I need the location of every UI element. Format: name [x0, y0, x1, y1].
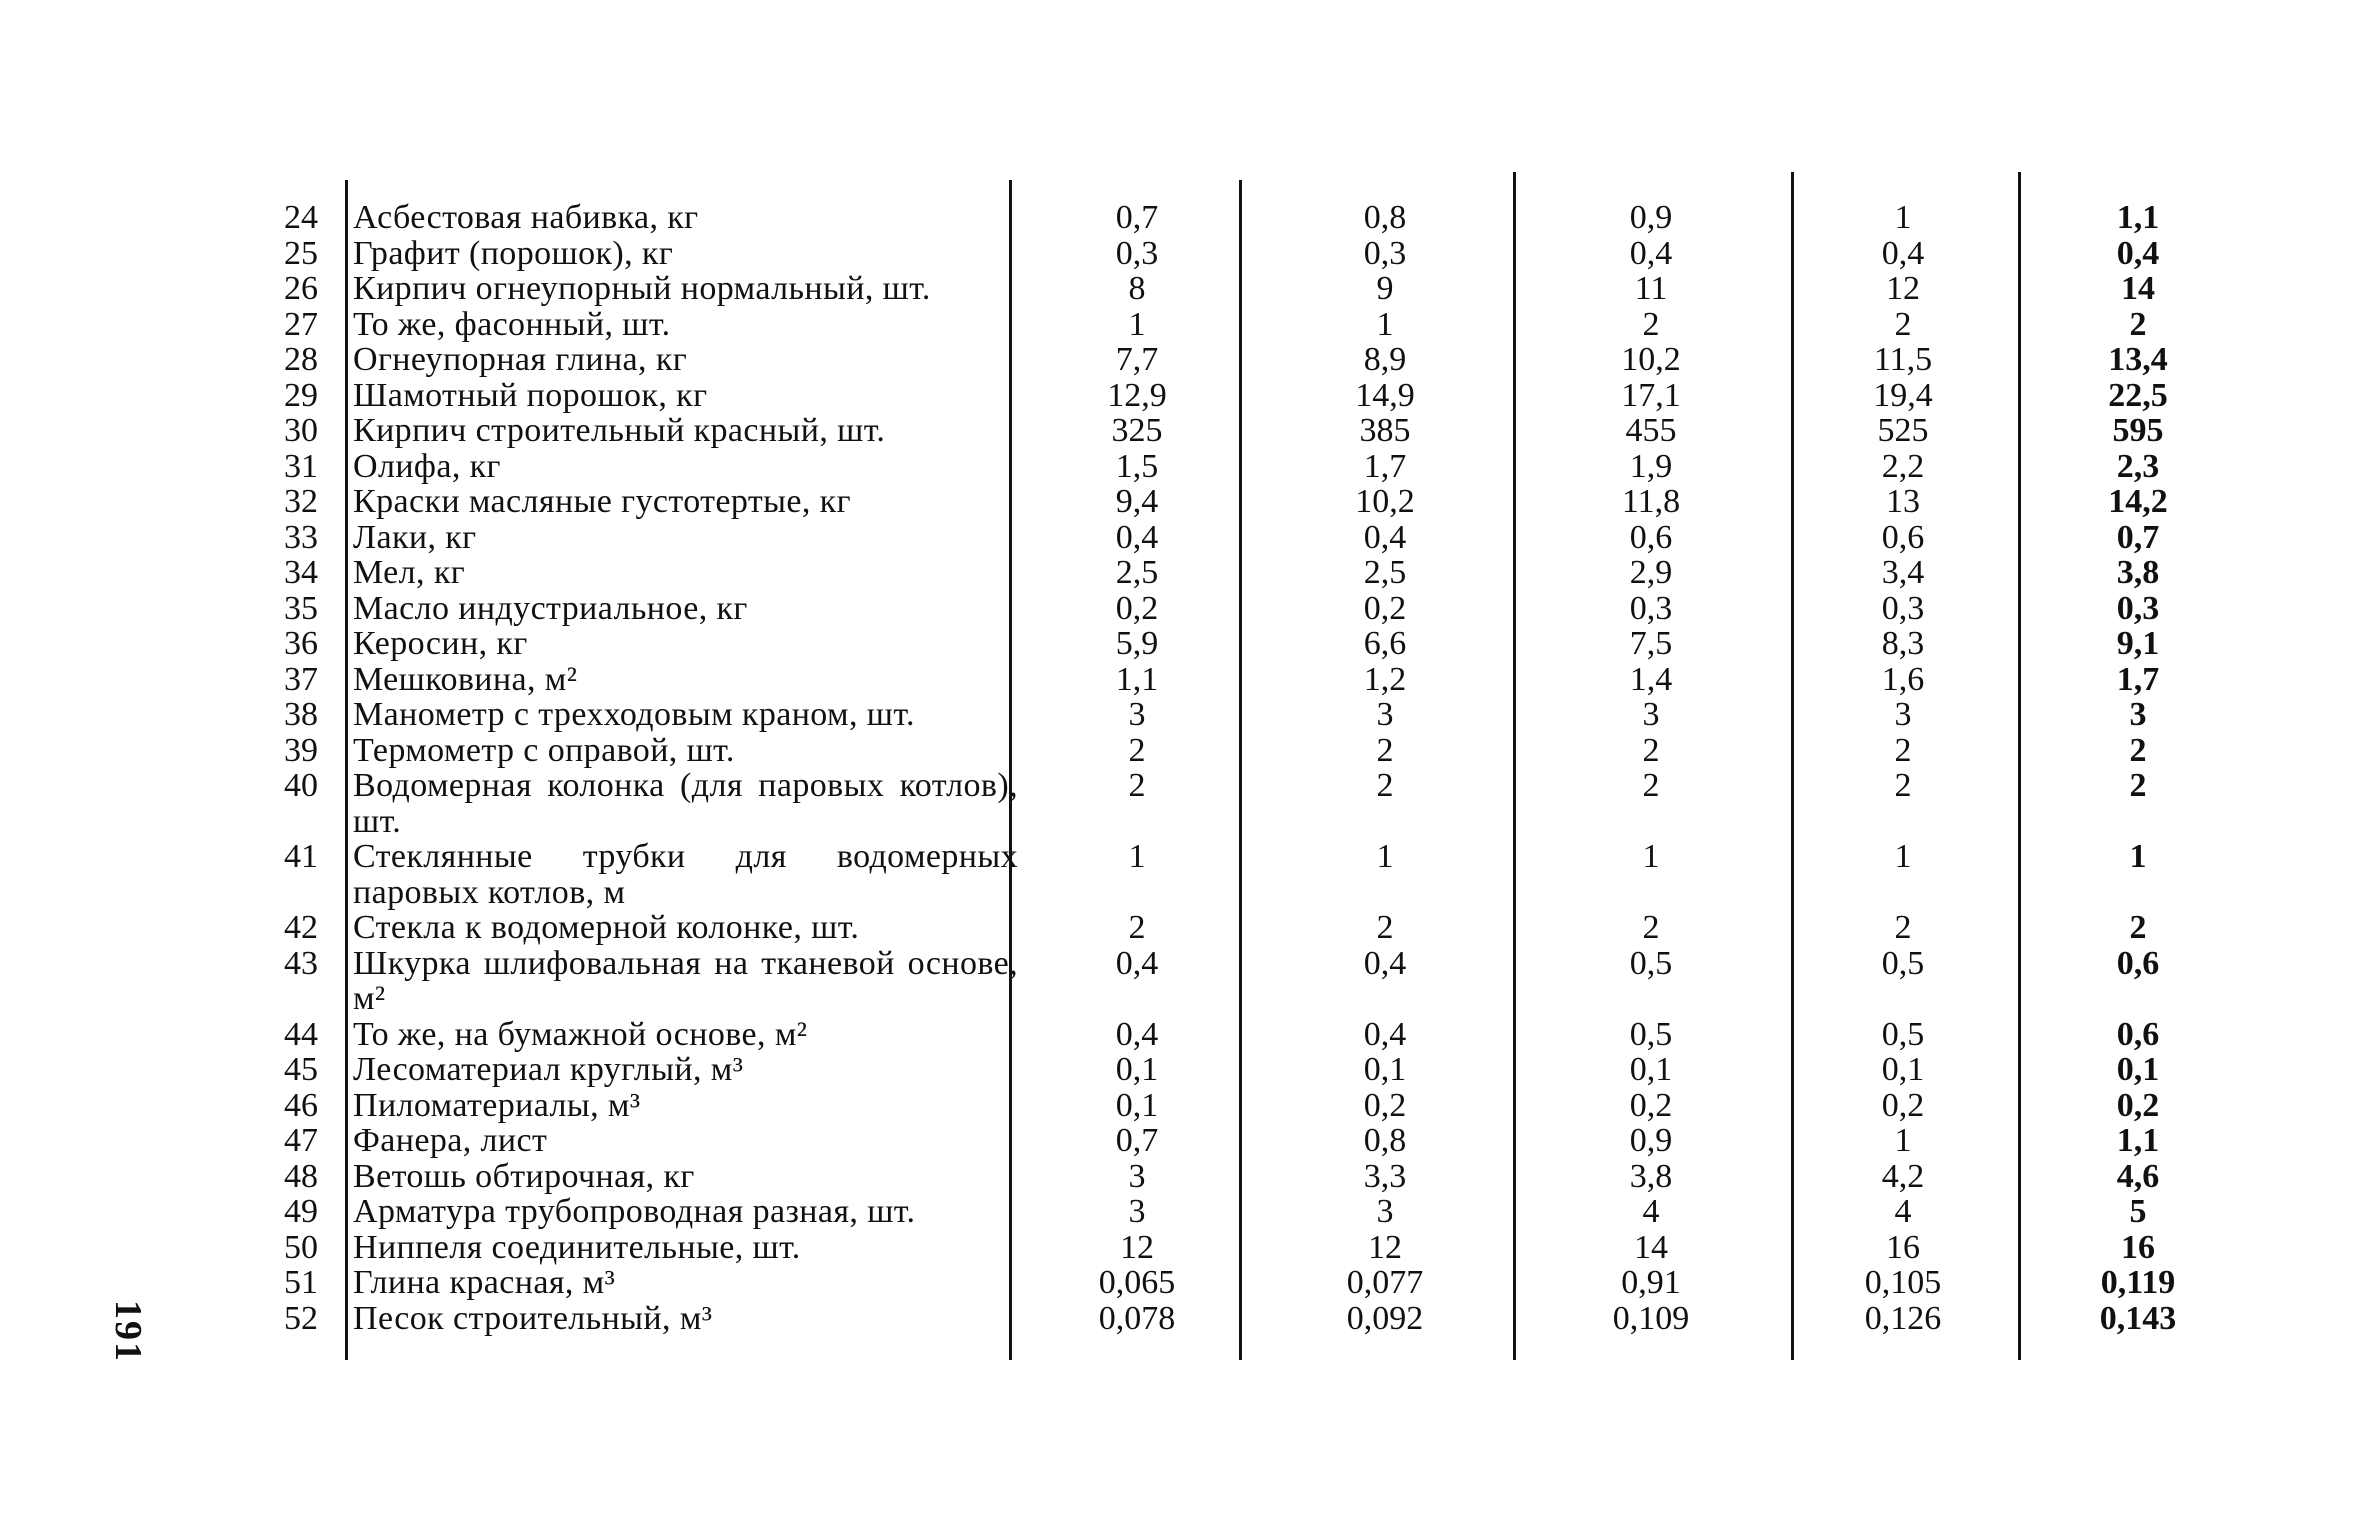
- row-number: 30: [284, 412, 318, 449]
- quantity-cell: 9: [1376, 270, 1394, 307]
- quantity-cell: 2: [1642, 909, 1660, 946]
- quantity-cell: 2: [1376, 909, 1394, 946]
- quantity-cell: 0,7: [1115, 1122, 1159, 1159]
- row-number: 26: [284, 270, 318, 307]
- quantity-cell: 0,1: [1881, 1051, 1925, 1088]
- quantity-cell: 0,1: [1363, 1051, 1407, 1088]
- row-number: 25: [284, 234, 318, 272]
- row-number: 42: [284, 909, 318, 946]
- row-number: 40: [284, 767, 318, 804]
- quantity-cell: 3,8: [2116, 554, 2160, 591]
- quantity-cell: 0,5: [1629, 944, 1673, 982]
- quantity-cell: 1,7: [1363, 447, 1407, 485]
- quantity-cell: 8,3: [1881, 625, 1925, 662]
- quantity-cell: 8,9: [1363, 341, 1407, 378]
- quantity-cell: 2,2: [1881, 447, 1925, 485]
- quantity-cell: 1: [1376, 838, 1394, 875]
- quantity-cell: 4: [1642, 1193, 1660, 1230]
- row-number: 50: [284, 1228, 318, 1266]
- quantity-cell: 17,1: [1621, 376, 1681, 414]
- quantity-cell: 14: [1634, 1228, 1668, 1266]
- quantity-cell: 0,1: [1115, 1051, 1159, 1088]
- quantity-cell: 0,6: [1629, 518, 1673, 556]
- table-row: [240, 1301, 2210, 1337]
- quantity-cell: 0,8: [1363, 1122, 1407, 1159]
- material-name: Манометр с трехходовым краном, шт.: [353, 696, 915, 733]
- material-name: Лаки, кг: [353, 518, 477, 556]
- quantity-cell: 0,9: [1629, 1122, 1673, 1159]
- material-name: Фанера, лист: [353, 1122, 548, 1159]
- quantity-cell: 0,7: [1115, 199, 1159, 236]
- row-number: 41: [284, 838, 318, 875]
- quantity-cell: 10,2: [1355, 483, 1415, 520]
- quantity-cell: 0,5: [1881, 1015, 1925, 1053]
- quantity-cell: 3: [2129, 696, 2147, 733]
- row-number: 52: [284, 1299, 318, 1337]
- quantity-cell: 1: [1376, 305, 1394, 343]
- table-row: [240, 1265, 2210, 1301]
- table-row: [240, 1159, 2210, 1195]
- row-number: 46: [284, 1086, 318, 1124]
- row-number: 28: [284, 341, 318, 378]
- quantity-cell: 3: [1128, 1157, 1146, 1195]
- quantity-cell: 2,9: [1629, 554, 1673, 591]
- material-name: Водомерная колонка (для паровых котлов), шт.: [353, 767, 1018, 840]
- table-row: [240, 733, 2210, 769]
- quantity-cell: 2: [2129, 909, 2147, 946]
- material-name: Ниппеля соединительные, шт.: [353, 1228, 801, 1266]
- quantity-cell: 7,7: [1115, 341, 1159, 378]
- quantity-cell: 5: [2129, 1193, 2147, 1230]
- quantity-cell: 4,2: [1881, 1157, 1925, 1195]
- quantity-cell: 1: [1894, 1122, 1912, 1159]
- quantity-cell: 2: [2129, 731, 2147, 769]
- row-number: 37: [284, 660, 318, 698]
- material-name: Мешковина, м²: [353, 660, 578, 698]
- row-number: 34: [284, 554, 318, 591]
- quantity-cell: 0,4: [1363, 518, 1407, 556]
- quantity-cell: 0,1: [1115, 1086, 1159, 1124]
- row-number: 27: [284, 305, 318, 343]
- material-name: Шкурка шлифовальная на тканевой основе, м²: [353, 944, 1018, 1017]
- quantity-cell: 1,4: [1629, 660, 1673, 698]
- quantity-cell: 6,6: [1363, 625, 1407, 662]
- quantity-cell: 0,3: [2116, 589, 2160, 627]
- quantity-cell: 0,077: [1346, 1264, 1424, 1301]
- quantity-cell: 0,5: [1629, 1015, 1673, 1053]
- quantity-cell: 14: [2121, 270, 2155, 307]
- quantity-cell: 0,065: [1098, 1264, 1176, 1301]
- table-row: [240, 1230, 2210, 1266]
- quantity-cell: 11,8: [1621, 483, 1681, 520]
- quantity-cell: 1,1: [1115, 660, 1159, 698]
- row-number: 35: [284, 589, 318, 627]
- table-row: [240, 520, 2210, 556]
- material-name: Лесоматериал круглый, м³: [353, 1051, 744, 1088]
- quantity-cell: 0,092: [1346, 1299, 1424, 1337]
- quantity-cell: 0,4: [1363, 944, 1407, 982]
- row-number: 32: [284, 483, 318, 520]
- row-number: 29: [284, 376, 318, 414]
- quantity-cell: 2: [1128, 767, 1146, 804]
- row-number: 36: [284, 625, 318, 662]
- table-row: [240, 626, 2210, 662]
- quantity-cell: 0,3: [1363, 234, 1407, 272]
- row-number: 39: [284, 731, 318, 769]
- row-number: 31: [284, 447, 318, 485]
- quantity-cell: 0,2: [1363, 589, 1407, 627]
- quantity-cell: 0,4: [1363, 1015, 1407, 1053]
- quantity-cell: 1: [1642, 838, 1660, 875]
- quantity-cell: 1: [2129, 838, 2147, 875]
- quantity-cell: 4,6: [2116, 1157, 2160, 1195]
- quantity-cell: 0,2: [1115, 589, 1159, 627]
- material-name: Олифа, кг: [353, 447, 501, 485]
- quantity-cell: 1,6: [1881, 660, 1925, 698]
- quantity-cell: 0,4: [1115, 944, 1159, 982]
- table-row: [240, 1123, 2210, 1159]
- table-row: [240, 484, 2210, 520]
- quantity-cell: 0,078: [1098, 1299, 1176, 1337]
- material-name: Пиломатериалы, м³: [353, 1086, 641, 1124]
- quantity-cell: 0,6: [1881, 518, 1925, 556]
- quantity-cell: 2: [1642, 767, 1660, 804]
- row-number: 24: [284, 199, 318, 236]
- quantity-cell: 2,3: [2116, 447, 2160, 485]
- material-name: Керосин, кг: [353, 625, 528, 662]
- table-row: [240, 1017, 2210, 1053]
- quantity-cell: 0,143: [2099, 1299, 2177, 1337]
- material-name: Ветошь обтирочная, кг: [353, 1157, 695, 1195]
- material-name: Огнеупорная глина, кг: [353, 341, 688, 378]
- quantity-cell: 10,2: [1621, 341, 1681, 378]
- quantity-cell: 1: [1128, 305, 1146, 343]
- quantity-cell: 0,4: [1115, 1015, 1159, 1053]
- row-number: 33: [284, 518, 318, 556]
- quantity-cell: 9,4: [1115, 483, 1159, 520]
- quantity-cell: 3: [1376, 696, 1394, 733]
- table-row: [240, 662, 2210, 698]
- quantity-cell: 2: [1376, 767, 1394, 804]
- table-row: [240, 307, 2210, 343]
- quantity-cell: 4: [1894, 1193, 1912, 1230]
- quantity-cell: 2: [2129, 767, 2147, 804]
- quantity-cell: 0,2: [1363, 1086, 1407, 1124]
- quantity-cell: 5,9: [1115, 625, 1159, 662]
- table-row: [240, 271, 2210, 307]
- quantity-cell: 0,6: [2116, 1015, 2160, 1053]
- quantity-cell: 12: [1368, 1228, 1402, 1266]
- quantity-cell: 2: [1894, 731, 1912, 769]
- quantity-cell: 3: [1894, 696, 1912, 733]
- quantity-cell: 0,8: [1363, 199, 1407, 236]
- quantity-cell: 2,5: [1363, 554, 1407, 591]
- quantity-cell: 12,9: [1107, 376, 1167, 414]
- quantity-cell: 2,5: [1115, 554, 1159, 591]
- quantity-cell: 8: [1128, 270, 1146, 307]
- quantity-cell: 0,2: [2116, 1086, 2160, 1124]
- quantity-cell: 0,3: [1629, 589, 1673, 627]
- quantity-cell: 1,1: [2116, 1122, 2160, 1159]
- material-name: Асбестовая набивка, кг: [353, 199, 699, 236]
- quantity-cell: 0,119: [2100, 1264, 2176, 1301]
- material-name: Арматура трубопроводная разная, шт.: [353, 1193, 916, 1230]
- quantity-cell: 2: [1642, 305, 1660, 343]
- quantity-cell: 1,1: [2116, 199, 2160, 236]
- quantity-cell: 1: [1128, 838, 1146, 875]
- row-number: 38: [284, 696, 318, 733]
- quantity-cell: 16: [2121, 1228, 2155, 1266]
- quantity-cell: 0,9: [1629, 199, 1673, 236]
- quantity-cell: 16: [1886, 1228, 1920, 1266]
- material-name: Стеклянные трубки для водомерных паровых котлов, м: [353, 838, 1018, 911]
- material-name: То же, фасонный, шт.: [353, 305, 671, 343]
- quantity-cell: 12: [1120, 1228, 1154, 1266]
- quantity-cell: 595: [2112, 412, 2164, 449]
- quantity-cell: 0,5: [1881, 944, 1925, 982]
- quantity-cell: 0,4: [1881, 234, 1925, 272]
- row-number: 49: [284, 1193, 318, 1230]
- table-row: [240, 1052, 2210, 1088]
- quantity-cell: 3: [1128, 696, 1146, 733]
- quantity-cell: 1: [1894, 199, 1912, 236]
- table-row: [240, 591, 2210, 627]
- quantity-cell: 3,8: [1629, 1157, 1673, 1195]
- quantity-cell: 2: [1128, 909, 1146, 946]
- row-number: 43: [284, 944, 318, 982]
- material-name: То же, на бумажной основе, м²: [353, 1015, 808, 1053]
- material-name: Масло индустриальное, кг: [353, 589, 748, 627]
- quantity-cell: 0,126: [1864, 1299, 1942, 1337]
- quantity-cell: 2: [1894, 767, 1912, 804]
- quantity-cell: 2: [1642, 731, 1660, 769]
- quantity-cell: 3,4: [1881, 554, 1925, 591]
- quantity-cell: 9,1: [2116, 625, 2160, 662]
- quantity-cell: 1,7: [2116, 660, 2160, 698]
- quantity-cell: 0,91: [1621, 1264, 1681, 1301]
- table-row: [240, 413, 2210, 449]
- material-name: Графит (порошок), кг: [353, 234, 674, 272]
- table-row: [240, 839, 2210, 910]
- quantity-cell: 2: [1894, 305, 1912, 343]
- table-row: [240, 1194, 2210, 1230]
- table-row: [240, 555, 2210, 591]
- quantity-cell: 0,6: [2116, 944, 2160, 982]
- quantity-cell: 12: [1886, 270, 1920, 307]
- material-name: Краски масляные густотертые, кг: [353, 483, 851, 520]
- table-row: [240, 342, 2210, 378]
- material-name: Термометр с оправой, шт.: [353, 731, 735, 769]
- quantity-cell: 2: [1376, 731, 1394, 769]
- page-number: 191: [107, 1300, 149, 1363]
- quantity-cell: 525: [1877, 412, 1929, 449]
- quantity-cell: 3: [1642, 696, 1660, 733]
- materials-table: [240, 200, 2210, 1336]
- quantity-cell: 3: [1376, 1193, 1394, 1230]
- quantity-cell: 0,105: [1864, 1264, 1942, 1301]
- table-row: [240, 910, 2210, 946]
- row-number: 44: [284, 1015, 318, 1053]
- quantity-cell: 0,4: [1629, 234, 1673, 272]
- material-name: Кирпич строительный красный, шт.: [353, 412, 886, 449]
- table-row: [240, 449, 2210, 485]
- quantity-cell: 385: [1359, 412, 1411, 449]
- material-name: Песок строительный, м³: [353, 1299, 713, 1337]
- quantity-cell: 0,3: [1881, 589, 1925, 627]
- table-row: [240, 768, 2210, 839]
- table-row: [240, 236, 2210, 272]
- quantity-cell: 2: [2129, 305, 2147, 343]
- quantity-cell: 0,3: [1115, 234, 1159, 272]
- material-name: Стекла к водомерной колонке, шт.: [353, 909, 860, 946]
- quantity-cell: 14,9: [1355, 376, 1415, 414]
- quantity-cell: 7,5: [1629, 625, 1673, 662]
- row-number: 47: [284, 1122, 318, 1159]
- material-name: Кирпич огнеупорный нормальный, шт.: [353, 270, 931, 307]
- quantity-cell: 0,1: [1629, 1051, 1673, 1088]
- quantity-cell: 19,4: [1873, 376, 1933, 414]
- quantity-cell: 0,2: [1881, 1086, 1925, 1124]
- material-name: Глина красная, м³: [353, 1264, 616, 1301]
- quantity-cell: 0,1: [2116, 1051, 2160, 1088]
- row-number: 48: [284, 1157, 318, 1195]
- quantity-cell: 13: [1886, 483, 1920, 520]
- quantity-cell: 2: [1894, 909, 1912, 946]
- quantity-cell: 2: [1128, 731, 1146, 769]
- quantity-cell: 1,5: [1115, 447, 1159, 485]
- table-row: [240, 200, 2210, 236]
- table-row: [240, 946, 2210, 1017]
- row-number: 45: [284, 1051, 318, 1088]
- quantity-cell: 22,5: [2108, 376, 2168, 414]
- quantity-cell: 0,109: [1612, 1299, 1690, 1337]
- quantity-cell: 1,9: [1629, 447, 1673, 485]
- quantity-cell: 1: [1894, 838, 1912, 875]
- quantity-cell: 0,7: [2116, 518, 2160, 556]
- row-number: 51: [284, 1264, 318, 1301]
- material-name: Шамотный порошок, кг: [353, 376, 708, 414]
- quantity-cell: 11: [1634, 270, 1668, 307]
- quantity-cell: 14,2: [2108, 483, 2168, 520]
- quantity-cell: 0,4: [1115, 518, 1159, 556]
- quantity-cell: 11,5: [1873, 341, 1933, 378]
- material-name: Мел, кг: [353, 554, 466, 591]
- quantity-cell: 1,2: [1363, 660, 1407, 698]
- table-row: [240, 378, 2210, 414]
- quantity-cell: 455: [1625, 412, 1677, 449]
- quantity-cell: 13,4: [2108, 341, 2168, 378]
- quantity-cell: 0,2: [1629, 1086, 1673, 1124]
- table-row: [240, 1088, 2210, 1124]
- quantity-cell: 0,4: [2116, 234, 2160, 272]
- quantity-cell: 3: [1128, 1193, 1146, 1230]
- quantity-cell: 3,3: [1363, 1157, 1407, 1195]
- table-row: [240, 697, 2210, 733]
- quantity-cell: 325: [1111, 412, 1163, 449]
